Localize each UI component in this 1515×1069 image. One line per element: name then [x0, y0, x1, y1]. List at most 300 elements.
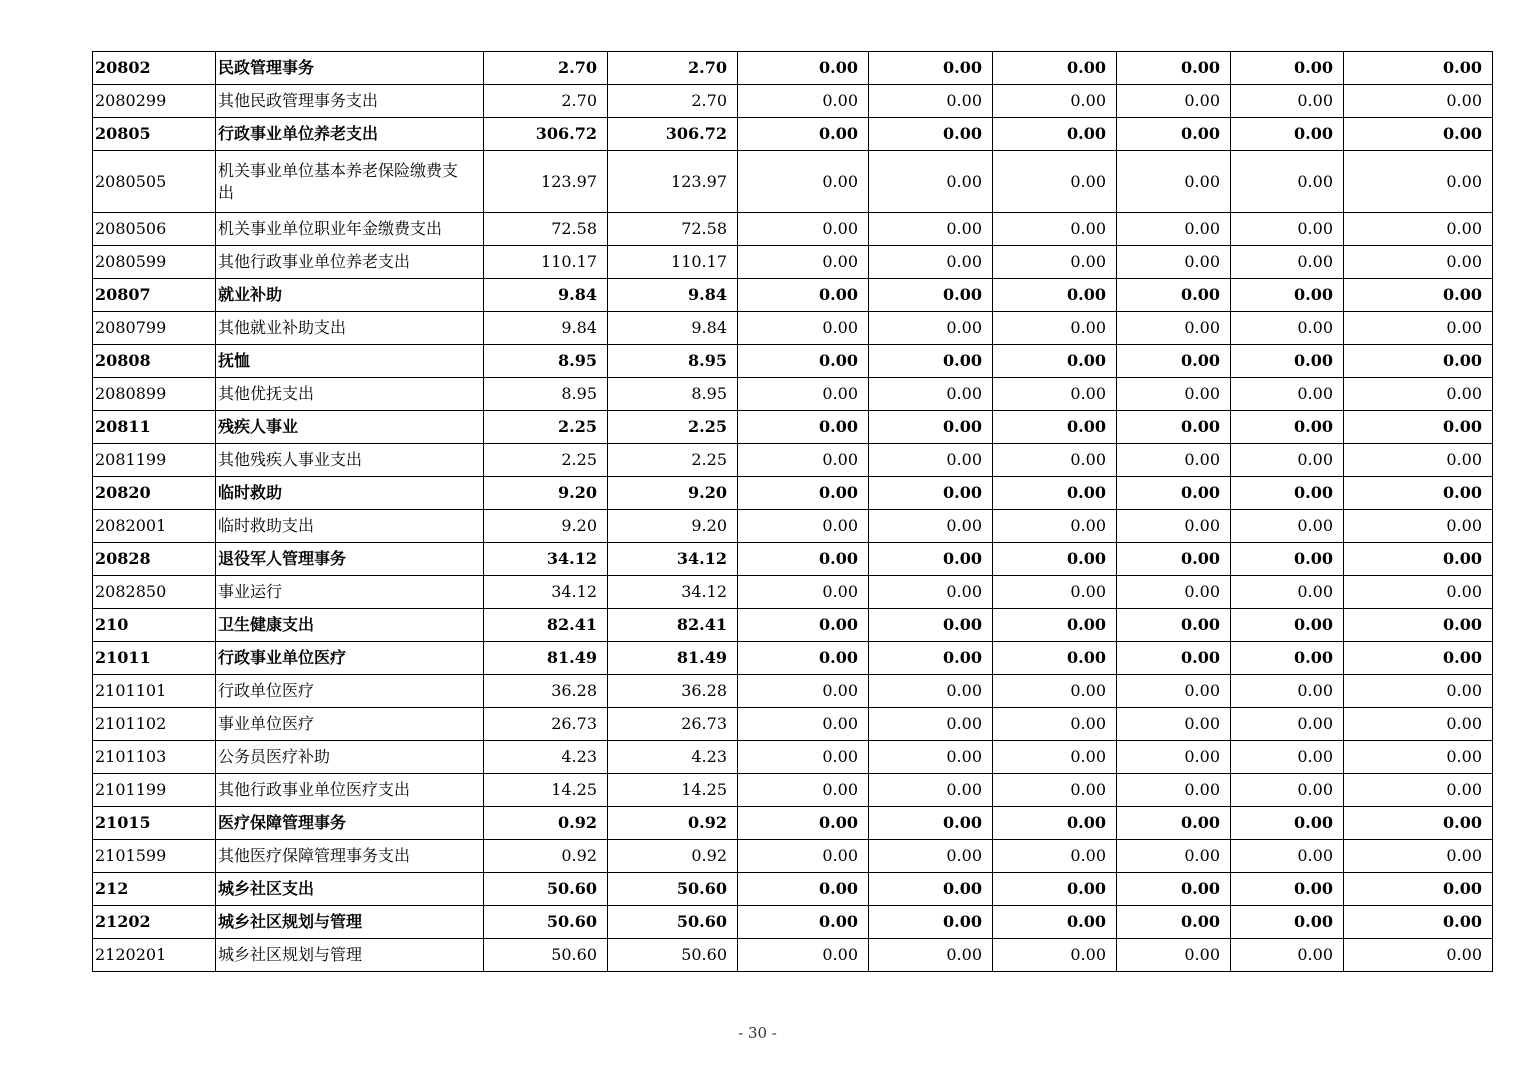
amount-cell: 0.00 [1117, 840, 1231, 873]
amount-cell: 0.00 [1231, 444, 1344, 477]
amount-cell: 81.49 [484, 642, 608, 675]
amount-cell: 0.00 [1117, 279, 1231, 312]
amount-cell: 0.00 [738, 151, 869, 213]
table-row [93, 345, 1493, 378]
amount-cell: 0.00 [993, 85, 1117, 118]
amount-cell: 0.00 [1117, 741, 1231, 774]
amount-cell: 50.60 [484, 906, 608, 939]
amount-cell: 36.28 [608, 675, 738, 708]
amount-cell: 2.25 [608, 411, 738, 444]
amount-cell: 0.00 [1231, 118, 1344, 151]
amount-cell: 72.58 [484, 213, 608, 246]
amount-cell: 0.00 [1231, 774, 1344, 807]
amount-cell: 0.00 [1117, 939, 1231, 972]
amount-cell: 0.00 [1117, 477, 1231, 510]
table-row [93, 642, 1493, 675]
subject-code-cell: 2080299 [93, 85, 216, 118]
amount-cell: 8.95 [608, 378, 738, 411]
amount-cell: 0.00 [869, 675, 993, 708]
amount-cell: 9.20 [484, 510, 608, 543]
table-row [93, 906, 1493, 939]
amount-cell: 0.00 [738, 444, 869, 477]
amount-cell: 0.00 [738, 675, 869, 708]
amount-cell: 2.70 [608, 85, 738, 118]
amount-cell: 0.00 [1344, 52, 1493, 85]
table-row [93, 477, 1493, 510]
subject-code-cell: 20805 [93, 118, 216, 151]
amount-cell: 0.00 [1117, 85, 1231, 118]
amount-cell: 34.12 [608, 543, 738, 576]
amount-cell: 0.00 [738, 85, 869, 118]
amount-cell: 0.00 [993, 510, 1117, 543]
amount-cell: 0.00 [738, 246, 869, 279]
amount-cell: 0.00 [1117, 444, 1231, 477]
amount-cell: 110.17 [608, 246, 738, 279]
subject-code-cell: 2120201 [93, 939, 216, 972]
amount-cell: 0.00 [1117, 151, 1231, 213]
table-row [93, 52, 1493, 85]
amount-cell: 0.00 [1344, 906, 1493, 939]
subject-code-cell: 2080599 [93, 246, 216, 279]
amount-cell: 0.00 [869, 510, 993, 543]
subject-code-cell: 2080506 [93, 213, 216, 246]
amount-cell: 72.58 [608, 213, 738, 246]
amount-cell: 0.00 [1231, 213, 1344, 246]
amount-cell: 0.00 [1231, 609, 1344, 642]
amount-cell: 0.00 [1117, 576, 1231, 609]
amount-cell: 0.00 [1231, 345, 1344, 378]
subject-name-cell: 机关事业单位基本养老保险缴费支出 [216, 151, 484, 213]
amount-cell: 0.00 [1117, 118, 1231, 151]
amount-cell: 14.25 [484, 774, 608, 807]
subject-name-cell: 事业单位医疗 [216, 708, 484, 741]
amount-cell: 4.23 [608, 741, 738, 774]
amount-cell: 0.00 [993, 151, 1117, 213]
subject-name-cell: 城乡社区规划与管理 [216, 939, 484, 972]
budget-table [92, 51, 1493, 972]
page-number: - 30 - [738, 1024, 777, 1042]
table-row [93, 312, 1493, 345]
amount-cell: 0.00 [869, 444, 993, 477]
subject-name-cell: 其他就业补助支出 [216, 312, 484, 345]
amount-cell: 82.41 [484, 609, 608, 642]
amount-cell: 0.00 [1231, 246, 1344, 279]
amount-cell: 0.00 [1231, 510, 1344, 543]
amount-cell: 0.00 [869, 774, 993, 807]
amount-cell: 0.00 [869, 345, 993, 378]
subject-name-cell: 临时救助 [216, 477, 484, 510]
table-row [93, 411, 1493, 444]
amount-cell: 0.00 [1117, 378, 1231, 411]
amount-cell: 50.60 [484, 939, 608, 972]
amount-cell: 0.00 [869, 708, 993, 741]
subject-code-cell: 20802 [93, 52, 216, 85]
amount-cell: 0.00 [993, 411, 1117, 444]
amount-cell: 9.20 [608, 510, 738, 543]
amount-cell: 0.00 [869, 378, 993, 411]
amount-cell: 0.00 [1231, 85, 1344, 118]
amount-cell: 0.00 [1344, 85, 1493, 118]
subject-name-cell: 行政单位医疗 [216, 675, 484, 708]
amount-cell: 0.00 [993, 279, 1117, 312]
subject-code-cell: 2101599 [93, 840, 216, 873]
amount-cell: 0.00 [1344, 609, 1493, 642]
amount-cell: 0.00 [1231, 642, 1344, 675]
amount-cell: 4.23 [484, 741, 608, 774]
amount-cell: 0.00 [1344, 444, 1493, 477]
table-row [93, 378, 1493, 411]
table-row [93, 576, 1493, 609]
table-row [93, 873, 1493, 906]
amount-cell: 0.00 [1344, 246, 1493, 279]
amount-cell: 26.73 [484, 708, 608, 741]
amount-cell: 2.70 [484, 52, 608, 85]
amount-cell: 0.00 [869, 807, 993, 840]
amount-cell: 0.00 [993, 675, 1117, 708]
subject-name-cell: 事业运行 [216, 576, 484, 609]
amount-cell: 0.00 [1344, 642, 1493, 675]
table-row [93, 444, 1493, 477]
amount-cell: 0.00 [1117, 52, 1231, 85]
amount-cell: 0.00 [1231, 741, 1344, 774]
subject-code-cell: 20808 [93, 345, 216, 378]
amount-cell: 0.00 [1231, 378, 1344, 411]
amount-cell: 34.12 [484, 576, 608, 609]
amount-cell: 50.60 [608, 939, 738, 972]
amount-cell: 0.00 [1344, 708, 1493, 741]
amount-cell: 0.00 [1231, 675, 1344, 708]
amount-cell: 0.00 [1231, 840, 1344, 873]
amount-cell: 0.00 [869, 477, 993, 510]
table-row [93, 675, 1493, 708]
amount-cell: 0.00 [1117, 510, 1231, 543]
amount-cell: 34.12 [608, 576, 738, 609]
amount-cell: 0.00 [869, 741, 993, 774]
amount-cell: 0.92 [484, 807, 608, 840]
amount-cell: 123.97 [608, 151, 738, 213]
amount-cell: 0.00 [869, 840, 993, 873]
amount-cell: 0.00 [869, 246, 993, 279]
amount-cell: 0.00 [869, 151, 993, 213]
amount-cell: 0.00 [738, 939, 869, 972]
amount-cell: 0.00 [993, 708, 1117, 741]
amount-cell: 0.00 [1231, 151, 1344, 213]
amount-cell: 2.25 [608, 444, 738, 477]
table-row [93, 151, 1493, 213]
amount-cell: 0.00 [738, 906, 869, 939]
amount-cell: 0.00 [1344, 741, 1493, 774]
amount-cell: 0.00 [1117, 873, 1231, 906]
amount-cell: 8.95 [484, 378, 608, 411]
amount-cell: 306.72 [484, 118, 608, 151]
amount-cell: 0.00 [1344, 279, 1493, 312]
amount-cell: 0.00 [993, 939, 1117, 972]
amount-cell: 0.00 [1231, 411, 1344, 444]
amount-cell: 0.00 [993, 543, 1117, 576]
table-row [93, 774, 1493, 807]
amount-cell: 36.28 [484, 675, 608, 708]
amount-cell: 8.95 [608, 345, 738, 378]
amount-cell: 0.00 [993, 774, 1117, 807]
amount-cell: 0.00 [869, 576, 993, 609]
amount-cell: 0.00 [738, 708, 869, 741]
table-row [93, 939, 1493, 972]
amount-cell: 0.00 [1231, 708, 1344, 741]
amount-cell: 0.00 [738, 378, 869, 411]
subject-code-cell: 210 [93, 609, 216, 642]
subject-code-cell: 2080799 [93, 312, 216, 345]
subject-name-cell: 残疾人事业 [216, 411, 484, 444]
amount-cell: 0.00 [993, 345, 1117, 378]
table-row [93, 609, 1493, 642]
amount-cell: 50.60 [608, 906, 738, 939]
amount-cell: 0.00 [738, 411, 869, 444]
amount-cell: 0.00 [738, 345, 869, 378]
subject-code-cell: 2080899 [93, 378, 216, 411]
amount-cell: 0.00 [1117, 708, 1231, 741]
subject-code-cell: 20807 [93, 279, 216, 312]
amount-cell: 0.92 [608, 840, 738, 873]
subject-name-cell: 其他行政事业单位养老支出 [216, 246, 484, 279]
subject-code-cell: 212 [93, 873, 216, 906]
amount-cell: 0.00 [738, 279, 869, 312]
table-row [93, 543, 1493, 576]
amount-cell: 9.84 [608, 279, 738, 312]
subject-name-cell: 其他医疗保障管理事务支出 [216, 840, 484, 873]
amount-cell: 0.00 [738, 477, 869, 510]
subject-code-cell: 20811 [93, 411, 216, 444]
amount-cell: 123.97 [484, 151, 608, 213]
amount-cell: 14.25 [608, 774, 738, 807]
amount-cell: 0.00 [993, 246, 1117, 279]
subject-name-cell: 卫生健康支出 [216, 609, 484, 642]
amount-cell: 0.00 [1117, 642, 1231, 675]
amount-cell: 0.00 [1117, 675, 1231, 708]
subject-name-cell: 民政管理事务 [216, 52, 484, 85]
subject-name-cell: 城乡社区规划与管理 [216, 906, 484, 939]
amount-cell: 0.00 [993, 378, 1117, 411]
amount-cell: 0.00 [869, 213, 993, 246]
amount-cell: 0.00 [1344, 576, 1493, 609]
amount-cell: 0.00 [993, 477, 1117, 510]
amount-cell: 0.00 [738, 609, 869, 642]
amount-cell: 0.92 [484, 840, 608, 873]
subject-name-cell: 其他优抚支出 [216, 378, 484, 411]
amount-cell: 0.00 [738, 213, 869, 246]
subject-code-cell: 21015 [93, 807, 216, 840]
subject-name-cell: 城乡社区支出 [216, 873, 484, 906]
amount-cell: 0.00 [1344, 411, 1493, 444]
amount-cell: 0.00 [1344, 675, 1493, 708]
amount-cell: 0.00 [1231, 279, 1344, 312]
amount-cell: 8.95 [484, 345, 608, 378]
amount-cell: 0.00 [869, 118, 993, 151]
amount-cell: 9.20 [484, 477, 608, 510]
amount-cell: 0.00 [993, 213, 1117, 246]
table-row [93, 807, 1493, 840]
amount-cell: 0.00 [738, 774, 869, 807]
table-body [93, 52, 1493, 972]
amount-cell: 0.00 [869, 543, 993, 576]
amount-cell: 50.60 [608, 873, 738, 906]
subject-code-cell: 2082850 [93, 576, 216, 609]
amount-cell: 2.70 [608, 52, 738, 85]
amount-cell: 9.84 [608, 312, 738, 345]
subject-code-cell: 20828 [93, 543, 216, 576]
table-row [93, 85, 1493, 118]
subject-code-cell: 20820 [93, 477, 216, 510]
amount-cell: 34.12 [484, 543, 608, 576]
amount-cell: 0.00 [1344, 118, 1493, 151]
amount-cell: 0.00 [1117, 906, 1231, 939]
amount-cell: 0.00 [1117, 246, 1231, 279]
amount-cell: 0.00 [993, 576, 1117, 609]
amount-cell: 2.25 [484, 444, 608, 477]
subject-name-cell: 机关事业单位职业年金缴费支出 [216, 213, 484, 246]
amount-cell: 0.00 [993, 312, 1117, 345]
subject-name-cell: 退役军人管理事务 [216, 543, 484, 576]
subject-code-cell: 21202 [93, 906, 216, 939]
amount-cell: 0.00 [993, 840, 1117, 873]
amount-cell: 9.20 [608, 477, 738, 510]
amount-cell: 0.00 [993, 444, 1117, 477]
amount-cell: 0.00 [738, 543, 869, 576]
amount-cell: 0.00 [869, 411, 993, 444]
amount-cell: 0.00 [738, 807, 869, 840]
amount-cell: 0.00 [738, 312, 869, 345]
amount-cell: 0.00 [1344, 840, 1493, 873]
amount-cell: 0.00 [993, 906, 1117, 939]
amount-cell: 0.00 [1117, 411, 1231, 444]
subject-name-cell: 其他残疾人事业支出 [216, 444, 484, 477]
amount-cell: 26.73 [608, 708, 738, 741]
amount-cell: 0.00 [1231, 939, 1344, 972]
amount-cell: 0.00 [1231, 873, 1344, 906]
amount-cell: 0.00 [993, 52, 1117, 85]
amount-cell: 0.00 [1231, 906, 1344, 939]
amount-cell: 0.00 [1117, 312, 1231, 345]
amount-cell: 0.00 [1344, 939, 1493, 972]
amount-cell: 0.00 [993, 118, 1117, 151]
amount-cell: 0.00 [1344, 543, 1493, 576]
amount-cell: 0.00 [869, 906, 993, 939]
amount-cell: 306.72 [608, 118, 738, 151]
amount-cell: 0.00 [869, 85, 993, 118]
amount-cell: 0.00 [1344, 873, 1493, 906]
amount-cell: 0.00 [738, 642, 869, 675]
amount-cell: 0.00 [738, 576, 869, 609]
amount-cell: 0.00 [1117, 774, 1231, 807]
amount-cell: 0.00 [1231, 807, 1344, 840]
amount-cell: 0.00 [1231, 543, 1344, 576]
amount-cell: 0.00 [1344, 510, 1493, 543]
amount-cell: 0.00 [1344, 345, 1493, 378]
amount-cell: 0.00 [993, 807, 1117, 840]
amount-cell: 0.00 [1117, 807, 1231, 840]
amount-cell: 0.00 [993, 609, 1117, 642]
amount-cell: 110.17 [484, 246, 608, 279]
amount-cell: 0.00 [869, 609, 993, 642]
amount-cell: 9.84 [484, 279, 608, 312]
table-row [93, 213, 1493, 246]
amount-cell: 82.41 [608, 609, 738, 642]
amount-cell: 0.00 [993, 741, 1117, 774]
subject-name-cell: 就业补助 [216, 279, 484, 312]
subject-code-cell: 2101101 [93, 675, 216, 708]
amount-cell: 2.25 [484, 411, 608, 444]
subject-code-cell: 2081199 [93, 444, 216, 477]
amount-cell: 0.00 [1344, 151, 1493, 213]
amount-cell: 0.92 [608, 807, 738, 840]
amount-cell: 0.00 [738, 510, 869, 543]
amount-cell: 9.84 [484, 312, 608, 345]
amount-cell: 0.00 [869, 312, 993, 345]
amount-cell: 0.00 [1344, 312, 1493, 345]
subject-code-cell: 2080505 [93, 151, 216, 213]
amount-cell: 0.00 [738, 840, 869, 873]
amount-cell: 50.60 [484, 873, 608, 906]
amount-cell: 0.00 [1117, 213, 1231, 246]
subject-name-cell: 其他民政管理事务支出 [216, 85, 484, 118]
amount-cell: 0.00 [1344, 213, 1493, 246]
amount-cell: 0.00 [869, 279, 993, 312]
amount-cell: 0.00 [1117, 609, 1231, 642]
amount-cell: 0.00 [869, 873, 993, 906]
table-row [93, 118, 1493, 151]
table-row [93, 246, 1493, 279]
amount-cell: 2.70 [484, 85, 608, 118]
subject-code-cell: 2101102 [93, 708, 216, 741]
table-row [93, 708, 1493, 741]
subject-name-cell: 公务员医疗补助 [216, 741, 484, 774]
amount-cell: 0.00 [869, 52, 993, 85]
amount-cell: 0.00 [1231, 576, 1344, 609]
amount-cell: 0.00 [738, 741, 869, 774]
subject-name-cell: 临时救助支出 [216, 510, 484, 543]
subject-name-cell: 行政事业单位养老支出 [216, 118, 484, 151]
table-row [93, 741, 1493, 774]
subject-code-cell: 2101103 [93, 741, 216, 774]
amount-cell: 0.00 [993, 642, 1117, 675]
amount-cell: 0.00 [738, 52, 869, 85]
subject-code-cell: 2082001 [93, 510, 216, 543]
amount-cell: 0.00 [1231, 312, 1344, 345]
subject-name-cell: 医疗保障管理事务 [216, 807, 484, 840]
subject-name-cell: 抚恤 [216, 345, 484, 378]
amount-cell: 0.00 [738, 118, 869, 151]
amount-cell: 0.00 [1231, 477, 1344, 510]
amount-cell: 81.49 [608, 642, 738, 675]
subject-name-cell: 行政事业单位医疗 [216, 642, 484, 675]
amount-cell: 0.00 [1344, 774, 1493, 807]
amount-cell: 0.00 [1344, 378, 1493, 411]
amount-cell: 0.00 [738, 873, 869, 906]
amount-cell: 0.00 [993, 873, 1117, 906]
amount-cell: 0.00 [1231, 52, 1344, 85]
amount-cell: 0.00 [869, 939, 993, 972]
table-row [93, 840, 1493, 873]
subject-code-cell: 2101199 [93, 774, 216, 807]
amount-cell: 0.00 [1117, 543, 1231, 576]
table-row [93, 510, 1493, 543]
amount-cell: 0.00 [869, 642, 993, 675]
amount-cell: 0.00 [1117, 345, 1231, 378]
table-row [93, 279, 1493, 312]
subject-name-cell: 其他行政事业单位医疗支出 [216, 774, 484, 807]
subject-code-cell: 21011 [93, 642, 216, 675]
amount-cell: 0.00 [1344, 807, 1493, 840]
amount-cell: 0.00 [1344, 477, 1493, 510]
